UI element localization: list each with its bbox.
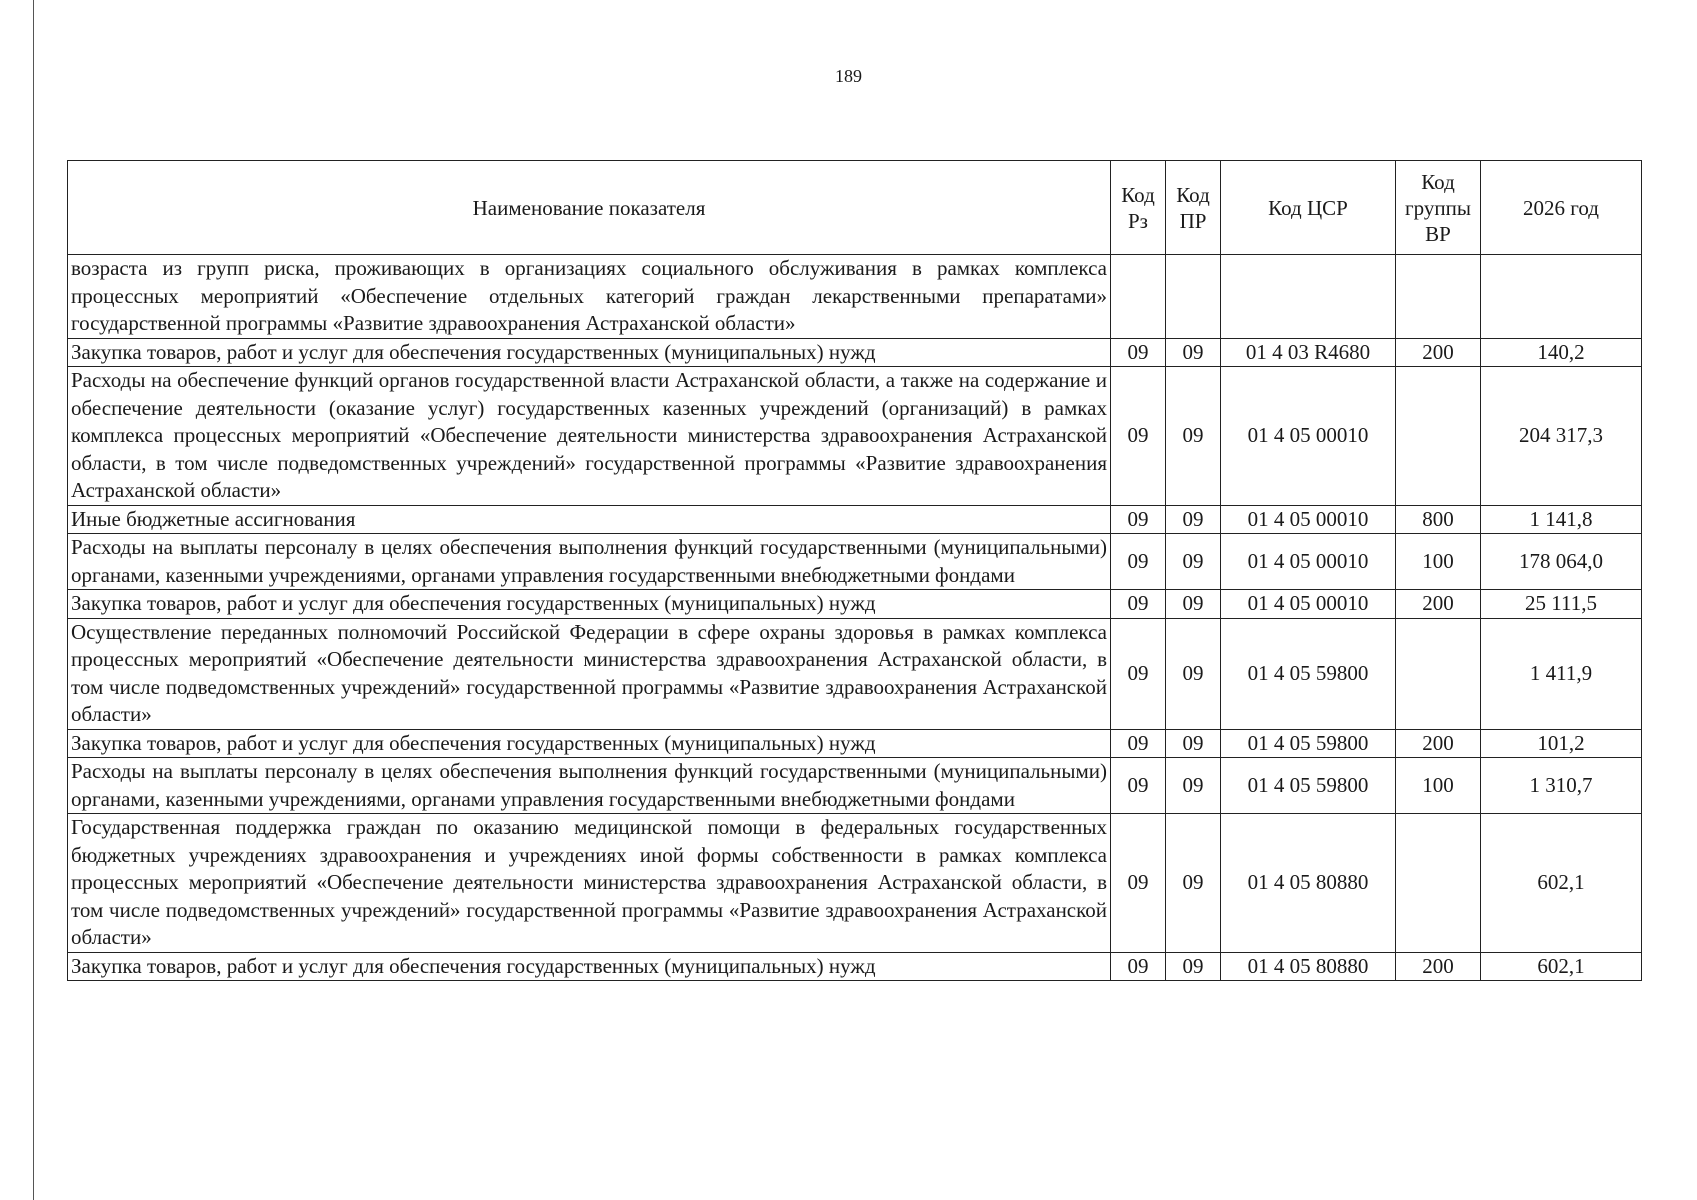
- table-row: [68, 952, 1642, 981]
- cell-vr: [1396, 814, 1481, 953]
- cell-csr: 01 4 05 00010: [1221, 534, 1396, 590]
- cell-pr: 09: [1166, 729, 1221, 758]
- table-row: [68, 814, 1642, 953]
- table-row: [68, 505, 1642, 534]
- cell-name: Закупка товаров, работ и услуг для обеспечения государственных (муниципальных) нужд: [68, 952, 1111, 981]
- table-row: [68, 590, 1642, 619]
- cell-name: Государственная поддержка граждан по оказанию медицинской помощи в федеральных государственных бюджетных учреждениях здравоохранения и учреждениях иной формы собственности в рамках комплекса процессных мероприятий «Обеспечение деятельности министерства здравоохранения Астраханской области, в том числе подведомственных учреждений» государственной программы «Развитие здравоохранения Астраханской области»: [68, 814, 1111, 953]
- cell-amount: 204 317,3: [1481, 367, 1642, 506]
- cell-amount: [1481, 255, 1642, 339]
- table-header-row: [68, 161, 1642, 255]
- cell-rz: 09: [1111, 729, 1166, 758]
- table-row: [68, 618, 1642, 729]
- cell-name: Закупка товаров, работ и услуг для обеспечения государственных (муниципальных) нужд: [68, 729, 1111, 758]
- cell-amount: 602,1: [1481, 814, 1642, 953]
- cell-amount: 178 064,0: [1481, 534, 1642, 590]
- table-row: [68, 338, 1642, 367]
- cell-vr: [1396, 618, 1481, 729]
- cell-rz: 09: [1111, 590, 1166, 619]
- cell-vr: 800: [1396, 505, 1481, 534]
- page-number: 189: [835, 66, 862, 86]
- cell-pr: 09: [1166, 338, 1221, 367]
- cell-vr: 200: [1396, 338, 1481, 367]
- table-row: [68, 534, 1642, 590]
- header-name: Наименование показателя: [68, 161, 1111, 255]
- cell-csr: 01 4 03 R4680: [1221, 338, 1396, 367]
- cell-vr: 100: [1396, 758, 1481, 814]
- cell-csr: 01 4 05 00010: [1221, 505, 1396, 534]
- cell-name: Осуществление переданных полномочий Российской Федерации в сфере охраны здоровья в рамках комплекса процессных мероприятий «Обеспечение деятельности министерства здравоохранения Астраханской области, в том числе подведомственных учреждений» государственной программы «Развитие здравоохранения Астраханской области»: [68, 618, 1111, 729]
- table-header: [68, 161, 1642, 255]
- cell-pr: 09: [1166, 952, 1221, 981]
- header-rz: Код Рз: [1111, 161, 1166, 255]
- cell-pr: [1166, 255, 1221, 339]
- cell-pr: 09: [1166, 534, 1221, 590]
- table-body: [68, 255, 1642, 981]
- budget-table: [67, 160, 1642, 981]
- cell-pr: 09: [1166, 758, 1221, 814]
- cell-name: Иные бюджетные ассигнования: [68, 505, 1111, 534]
- table-row: [68, 367, 1642, 506]
- cell-pr: 09: [1166, 590, 1221, 619]
- cell-csr: 01 4 05 00010: [1221, 590, 1396, 619]
- cell-csr: 01 4 05 59800: [1221, 729, 1396, 758]
- cell-rz: 09: [1111, 758, 1166, 814]
- cell-vr: [1396, 367, 1481, 506]
- cell-vr: 100: [1396, 534, 1481, 590]
- header-year: 2026 год: [1481, 161, 1642, 255]
- cell-rz: 09: [1111, 534, 1166, 590]
- cell-amount: 1 141,8: [1481, 505, 1642, 534]
- cell-name: возраста из групп риска, проживающих в организациях социального обслуживания в рамках комплекса процессных мероприятий «Обеспечение отдельных категорий граждан лекарственными препаратами» государственной программы «Развитие здравоохранения Астраханской области»: [68, 255, 1111, 339]
- cell-name: Расходы на выплаты персоналу в целях обеспечения выполнения функций государственными (муниципальными) органами, казенными учреждениями, органами управления государственными внебюджетными фондами: [68, 758, 1111, 814]
- budget-table-container: [67, 160, 1641, 981]
- cell-amount: 602,1: [1481, 952, 1642, 981]
- cell-rz: 09: [1111, 618, 1166, 729]
- cell-amount: 1 310,7: [1481, 758, 1642, 814]
- header-vr: Код группы ВР: [1396, 161, 1481, 255]
- cell-amount: 101,2: [1481, 729, 1642, 758]
- cell-name: Расходы на выплаты персоналу в целях обеспечения выполнения функций государственными (муниципальными) органами, казенными учреждениями, органами управления государственными внебюджетными фондами: [68, 534, 1111, 590]
- cell-vr: [1396, 255, 1481, 339]
- cell-vr: 200: [1396, 729, 1481, 758]
- cell-csr: 01 4 05 00010: [1221, 367, 1396, 506]
- cell-pr: 09: [1166, 618, 1221, 729]
- cell-name: Закупка товаров, работ и услуг для обеспечения государственных (муниципальных) нужд: [68, 590, 1111, 619]
- cell-csr: 01 4 05 59800: [1221, 758, 1396, 814]
- cell-pr: 09: [1166, 367, 1221, 506]
- cell-csr: 01 4 05 80880: [1221, 952, 1396, 981]
- cell-rz: 09: [1111, 814, 1166, 953]
- cell-name: Закупка товаров, работ и услуг для обеспечения государственных (муниципальных) нужд: [68, 338, 1111, 367]
- cell-amount: 1 411,9: [1481, 618, 1642, 729]
- cell-rz: [1111, 255, 1166, 339]
- cell-rz: 09: [1111, 338, 1166, 367]
- cell-vr: 200: [1396, 590, 1481, 619]
- cell-csr: 01 4 05 59800: [1221, 618, 1396, 729]
- cell-amount: 25 111,5: [1481, 590, 1642, 619]
- cell-name: Расходы на обеспечение функций органов государственной власти Астраханской области, а также на содержание и обеспечение деятельности (оказание услуг) государственных казенных учреждений (организаций) в рамках комплекса процессных мероприятий «Обеспечение деятельности министерства здравоохранения Астраханской области, в том числе подведомственных учреждений» государственной программы «Развитие здравоохранения Астраханской области»: [68, 367, 1111, 506]
- cell-pr: 09: [1166, 814, 1221, 953]
- cell-csr: 01 4 05 80880: [1221, 814, 1396, 953]
- table-row: [68, 255, 1642, 339]
- table-row: [68, 758, 1642, 814]
- cell-csr: [1221, 255, 1396, 339]
- cell-rz: 09: [1111, 952, 1166, 981]
- cell-rz: 09: [1111, 505, 1166, 534]
- binding-margin-line: [33, 0, 34, 1200]
- cell-pr: 09: [1166, 505, 1221, 534]
- table-row: [68, 729, 1642, 758]
- cell-rz: 09: [1111, 367, 1166, 506]
- cell-amount: 140,2: [1481, 338, 1642, 367]
- cell-vr: 200: [1396, 952, 1481, 981]
- header-pr: Код ПР: [1166, 161, 1221, 255]
- header-csr: Код ЦСР: [1221, 161, 1396, 255]
